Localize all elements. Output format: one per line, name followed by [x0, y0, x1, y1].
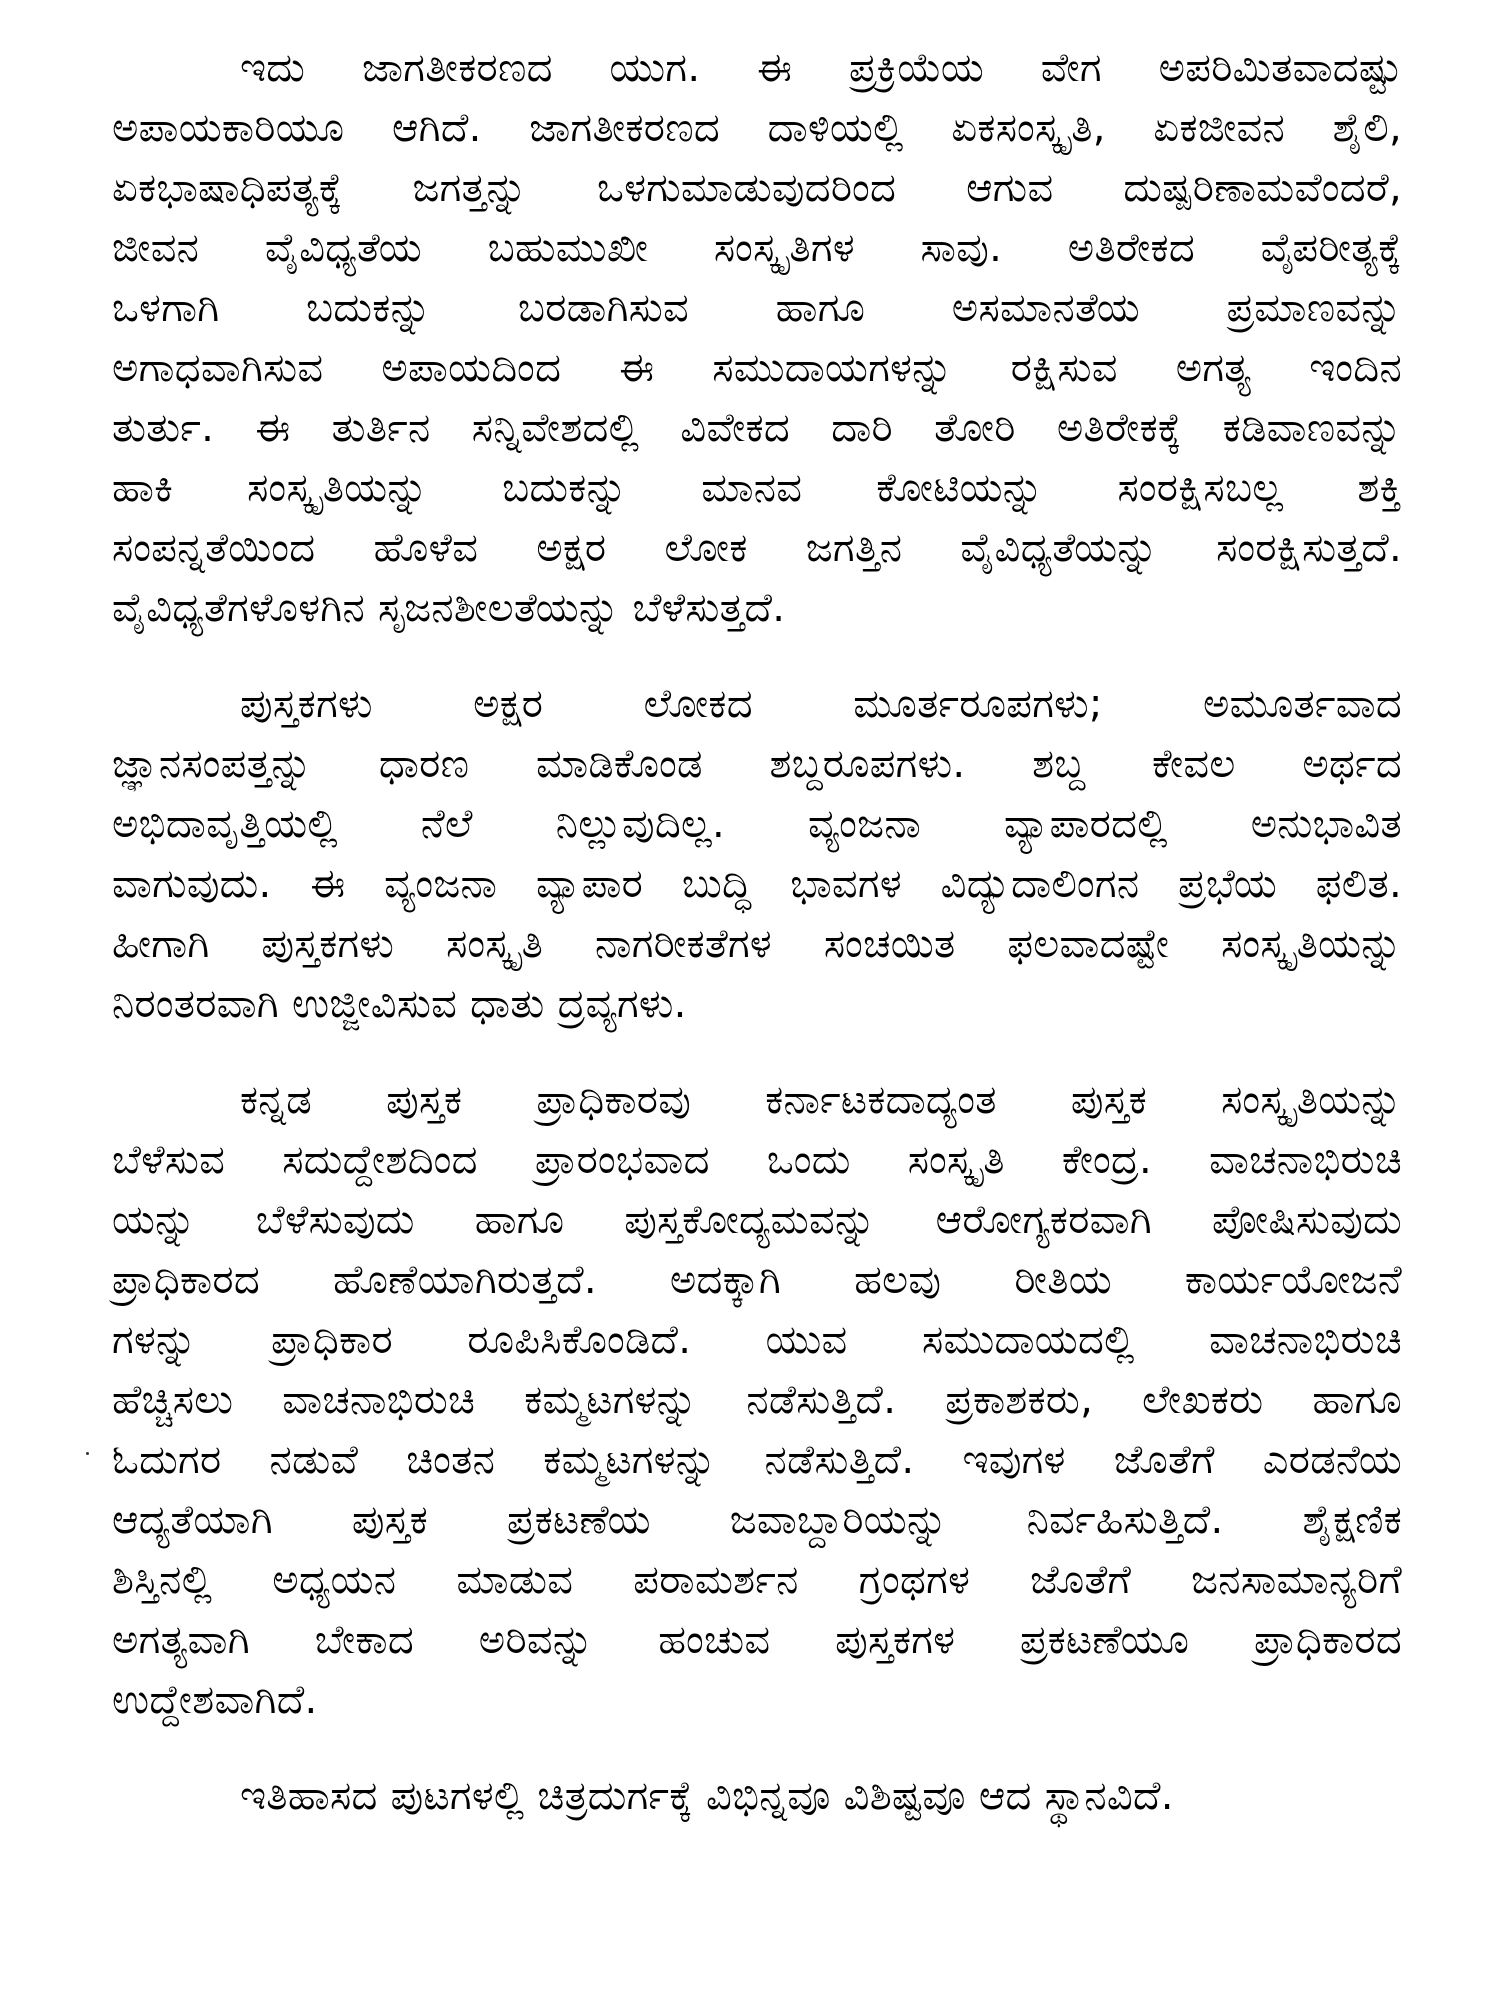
text-line: ಇತಿಹಾಸದ ಪುಟಗಳಲ್ಲಿ ಚಿತ್ರದುರ್ಗಕ್ಕೆ ವಿಭಿನ್ನವೂ ವಿಶಿಷ್ಟವೂ ಆದ ಸ್ಥಾನವಿದೆ.: [240, 1773, 1174, 1819]
text-line: ಹೀಗಾಗಿ ಪುಸ್ತಕಗಳು ಸಂಸ್ಕೃತಿ ನಾಗರೀಕತೆಗಳ ಸಂಚಯಿತ ಫಲವಾದಷ್ಟೇ ಸಂಸ್ಕೃತಿಯನ್ನು: [112, 921, 1402, 967]
text-line: ಇದು ಜಾಗತೀಕರಣದ ಯುಗ. ಈ ಪ್ರಕ್ರಿಯೆಯ ವೇಗ ಅಪರಿಮಿತವಾದಷ್ಟು: [240, 45, 1402, 91]
text-line: ತುರ್ತು. ಈ ತುರ್ತಿನ ಸನ್ನಿವೇಶದಲ್ಲಿ ವಿವೇಕದ ದಾರಿ ತೋರಿ ಅತಿರೇಕಕ್ಕೆ ಕಡಿವಾಣವನ್ನು: [112, 405, 1402, 451]
text-line: ಉದ್ದೇಶವಾಗಿದೆ.: [112, 1677, 318, 1723]
scan-speck: [86, 1452, 89, 1455]
text-line: ಓದುಗರ ನಡುವೆ ಚಿಂತನ ಕಮ್ಮಟಗಳನ್ನು ನಡೆಸುತ್ತಿದೆ. ಇವುಗಳ ಜೊತೆಗೆ ಎರಡನೆಯ: [112, 1437, 1402, 1483]
text-line: ಶಿಸ್ತಿನಲ್ಲಿ ಅಧ್ಯಯನ ಮಾಡುವ ಪರಾಮರ್ಶನ ಗ್ರಂಥಗಳ ಜೊತೆಗೆ ಜನಸಾಮಾನ್ಯರಿಗೆ: [112, 1557, 1402, 1603]
text-line: ಅಭಿದಾವೃತ್ತಿಯಲ್ಲಿ ನೆಲೆ ನಿಲ್ಲುವುದಿಲ್ಲ. ವ್ಯಂಜನಾ ವ್ಯಾಪಾರದಲ್ಲಿ ಅನುಭಾವಿತ: [112, 801, 1402, 847]
text-line: ನಿರಂತರವಾಗಿ ಉಜ್ಜೀವಿಸುವ ಧಾತು ದ್ರವ್ಯಗಳು.: [112, 981, 687, 1027]
text-line: ಅಪಾಯಕಾರಿಯೂ ಆಗಿದೆ. ಜಾಗತೀಕರಣದ ದಾಳಿಯಲ್ಲಿ ಏಕಸಂಸ್ಕೃತಿ, ಏಕಜೀವನ ಶೈಲಿ,: [112, 105, 1402, 151]
text-line: ಜ್ಞಾನಸಂಪತ್ತನ್ನು ಧಾರಣ ಮಾಡಿಕೊಂಡ ಶಬ್ದರೂಪಗಳು. ಶಬ್ದ ಕೇವಲ ಅರ್ಥದ: [112, 741, 1402, 787]
text-line: ಯನ್ನು ಬೆಳೆಸುವುದು ಹಾಗೂ ಪುಸ್ತಕೋದ್ಯಮವನ್ನು ಆರೋಗ್ಯಕರವಾಗಿ ಪೋಷಿಸುವುದು: [112, 1197, 1402, 1243]
text-line: ಅಗತ್ಯವಾಗಿ ಬೇಕಾದ ಅರಿವನ್ನು ಹಂಚುವ ಪುಸ್ತಕಗಳ ಪ್ರಕಟಣೆಯೂ ಪ್ರಾಧಿಕಾರದ: [112, 1617, 1402, 1663]
text-line: ಸಂಪನ್ನತೆಯಿಂದ ಹೊಳೆವ ಅಕ್ಷರ ಲೋಕ ಜಗತ್ತಿನ ವೈವಿಧ್ಯತೆಯನ್ನು ಸಂರಕ್ಷಿಸುತ್ತದೆ.: [112, 525, 1402, 571]
text-line: ಕನ್ನಡ ಪುಸ್ತಕ ಪ್ರಾಧಿಕಾರವು ಕರ್ನಾಟಕದಾದ್ಯಂತ ಪುಸ್ತಕ ಸಂಸ್ಕೃತಿಯನ್ನು: [240, 1077, 1402, 1123]
text-line: ಒಳಗಾಗಿ ಬದುಕನ್ನು ಬರಡಾಗಿಸುವ ಹಾಗೂ ಅಸಮಾನತೆಯ ಪ್ರಮಾಣವನ್ನು: [112, 285, 1402, 331]
paragraph-books: [112, 674, 1402, 1034]
text-line: ಅಗಾಧವಾಗಿಸುವ ಅಪಾಯದಿಂದ ಈ ಸಮುದಾಯಗಳನ್ನು ರಕ್ಷಿಸುವ ಅಗತ್ಯ ಇಂದಿನ: [112, 345, 1402, 391]
text-line: ಏಕಭಾಷಾಧಿಪತ್ಯಕ್ಕೆ ಜಗತ್ತನ್ನು ಒಳಗುಮಾಡುವುದರಿಂದ ಆಗುವ ದುಷ್ಪರಿಣಾಮವೆಂದರೆ,: [112, 165, 1402, 211]
paragraph-chitradurga: [112, 1766, 1402, 1826]
text-line: ವೈವಿಧ್ಯತೆಗಳೊಳಗಿನ ಸೃಜನಶೀಲತೆಯನ್ನು ಬೆಳೆಸುತ್ತದೆ.: [112, 585, 786, 631]
text-line: ಆದ್ಯತೆಯಾಗಿ ಪುಸ್ತಕ ಪ್ರಕಟಣೆಯ ಜವಾಬ್ದಾರಿಯನ್ನು ನಿರ್ವಹಿಸುತ್ತಿದೆ. ಶೈಕ್ಷಣಿಕ: [112, 1497, 1402, 1543]
page-body: [112, 38, 1402, 1862]
text-line: ಪ್ರಾಧಿಕಾರದ ಹೊಣೆಯಾಗಿರುತ್ತದೆ. ಅದಕ್ಕಾಗಿ ಹಲವು ರೀತಿಯ ಕಾರ್ಯಯೋಜನೆ: [112, 1257, 1402, 1303]
text-line: ಜೀವನ ವೈವಿಧ್ಯತೆಯ ಬಹುಮುಖೀ ಸಂಸ್ಕೃತಿಗಳ ಸಾವು. ಅತಿರೇಕದ ವೈಪರೀತ್ಯಕ್ಕೆ: [112, 225, 1402, 271]
text-line: ಹೆಚ್ಚಿಸಲು ವಾಚನಾಭಿರುಚಿ ಕಮ್ಮಟಗಳನ್ನು ನಡೆಸುತ್ತಿದೆ. ಪ್ರಕಾಶಕರು, ಲೇಖಕರು ಹಾಗೂ: [112, 1377, 1402, 1423]
text-line: ವಾಗುವುದು. ಈ ವ್ಯಂಜನಾ ವ್ಯಾಪಾರ ಬುದ್ಧಿ ಭಾವಗಳ ವಿದ್ಯುದಾಲಿಂಗನ ಪ್ರಭೆಯ ಫಲಿತ.: [112, 861, 1402, 907]
paragraph-globalization: [112, 38, 1402, 638]
text-line: ಬೆಳೆಸುವ ಸದುದ್ದೇಶದಿಂದ ಪ್ರಾರಂಭವಾದ ಒಂದು ಸಂಸ್ಕೃತಿ ಕೇಂದ್ರ. ವಾಚನಾಭಿರುಚಿ: [112, 1137, 1402, 1183]
paragraph-authority: [112, 1070, 1402, 1730]
text-line: ಗಳನ್ನು ಪ್ರಾಧಿಕಾರ ರೂಪಿಸಿಕೊಂಡಿದೆ. ಯುವ ಸಮುದಾಯದಲ್ಲಿ ವಾಚನಾಭಿರುಚಿ: [112, 1317, 1402, 1363]
text-line: ಪುಸ್ತಕಗಳು ಅಕ್ಷರ ಲೋಕದ ಮೂರ್ತರೂಪಗಳು; ಅಮೂರ್ತವಾದ: [240, 681, 1402, 727]
text-line: ಹಾಕಿ ಸಂಸ್ಕೃತಿಯನ್ನು ಬದುಕನ್ನು ಮಾನವ ಕೋಟಿಯನ್ನು ಸಂರಕ್ಷಿಸಬಲ್ಲ ಶಕ್ತಿ: [112, 465, 1402, 511]
